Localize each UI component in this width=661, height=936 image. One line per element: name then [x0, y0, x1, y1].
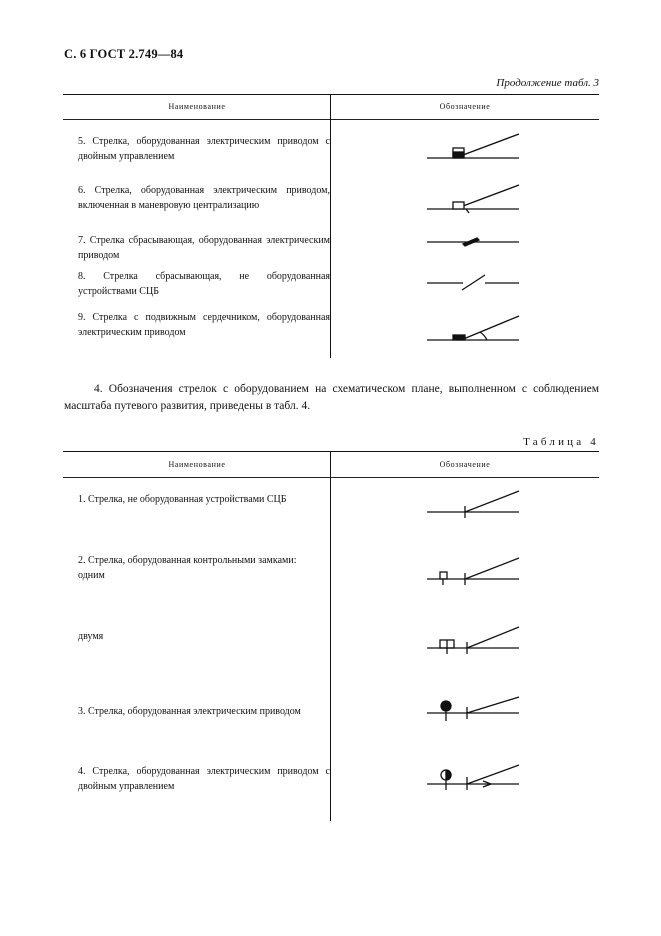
body-paragraph: 4. Обозначения стрелок с оборудованием на схематическом плане, выполненном с соблюдением масштаба путевого развития, приведены в табл. 4.	[64, 383, 599, 412]
derail-switch-electric-drive-symbol	[425, 234, 525, 250]
page-header: С. 6 ГОСТ 2.749—84	[64, 47, 184, 61]
table3-col-symbol: Обозначение	[439, 102, 491, 111]
switch-two-locks-symbol	[425, 624, 525, 658]
table3-row-9-text: 9. Стрелка с подвижным сердечником, оборудованная электрическим приводом	[78, 312, 330, 338]
switch-electric-drive-shunting-symbol	[425, 182, 525, 216]
table4-top-rule	[63, 451, 599, 452]
table4-row-2-sub-one-text: одним	[78, 570, 105, 581]
switch-electric-drive-dual-control-symbol	[425, 128, 525, 164]
derail-switch-plain-symbol	[425, 270, 525, 294]
switch-electric-drive-symbol	[425, 695, 525, 729]
table-continuation-label: Продолжение табл. 3	[496, 77, 599, 89]
table4-col-name: Наименование	[168, 460, 226, 469]
table3-header-rule	[63, 119, 599, 120]
table3-column-divider	[330, 94, 331, 358]
table4-column-divider	[330, 451, 331, 821]
table3-col-name: Наименование	[168, 102, 226, 111]
table4-col-symbol: Обозначение	[439, 460, 491, 469]
movable-frog-switch-electric-drive-symbol	[425, 312, 525, 348]
switch-electric-drive-dual-symbol	[425, 762, 525, 796]
table4-header-rule	[63, 477, 599, 478]
table3-row-7-text: 7. Стрелка сбрасывающая, оборудованная электрическим приводом	[78, 235, 330, 261]
switch-plain-symbol	[425, 488, 525, 520]
table3-top-rule	[63, 94, 599, 95]
table4-title: Таблица 4	[523, 436, 599, 448]
table4-row-2-sub-two-text: двумя	[78, 631, 104, 642]
switch-one-lock-symbol	[425, 555, 525, 589]
table4-row-1-text: 1. Стрелка, не оборудованная устройствами СЦБ	[78, 494, 287, 505]
table4-row-4-text: 4. Стрелка, оборудованная электрическим приводом с двойным управлением	[78, 766, 330, 792]
table3-row-6-text: 6. Стрелка, оборудованная электрическим приводом, включенная в маневровую централизацию	[78, 185, 330, 211]
table3-row-8-text: 8. Стрелка сбрасывающая, не оборудованная устройствами СЦБ	[78, 271, 330, 297]
table4-row-3-text: 3. Стрелка, оборудованная электрическим приводом	[78, 706, 301, 717]
table3-row-5-text: 5. Стрелка, оборудованная электрическим приводом с двойным управлением	[78, 136, 330, 162]
table4-row-2-text: 2. Стрелка, оборудованная контрольными замками:	[78, 555, 297, 566]
